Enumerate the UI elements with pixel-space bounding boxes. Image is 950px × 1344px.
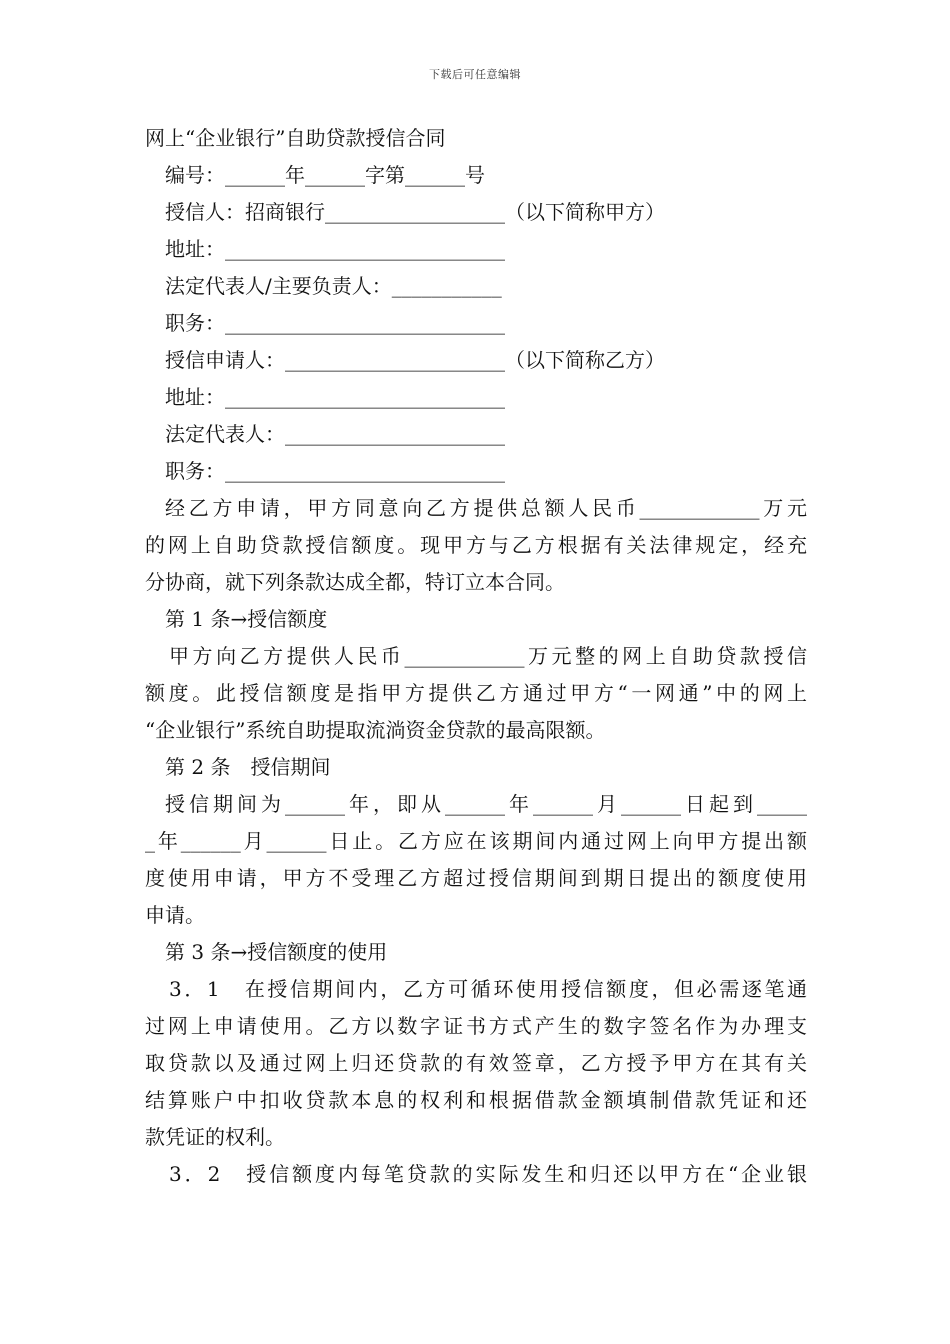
section-2-title: 第 2 条 授信期间 <box>165 755 331 779</box>
header-note: 下载后可任意编辑 <box>429 68 521 81</box>
clause-3-1-line-1: 3．1 在授信期间内，乙方可循环使用授信额度，但必需逐笔通 <box>169 977 807 1001</box>
section-3-title: 第 3 条→授信额度的使用 <box>165 940 388 964</box>
field-applicant-position: 职务：____________________________ <box>165 459 505 483</box>
section-2-line-2: _年______月______日止。乙方应在该期间内通过网上向甲方提出额 <box>145 829 807 853</box>
section-1-line-2: 额度。此授信额度是指甲方提供乙方通过甲方“一网通”中的网上 <box>145 681 807 705</box>
field-grantor-representative: 法定代表人/主要负责人：___________ <box>165 274 502 298</box>
field-grantor-address: 地址：____________________________ <box>165 237 505 261</box>
section-1-line-3: “企业银行”系统自助提取流淌资金贷款的最高限额。 <box>145 718 606 742</box>
section-1-title: 第 1 条→授信额度 <box>165 607 328 631</box>
clause-3-2-line-1: 3．2 授信额度内每笔贷款的实际发生和归还以甲方在“企业银 <box>169 1162 807 1186</box>
clause-3-1-line-2: 过网上申请使用。乙方以数字证书方式产生的数字签名作为办理支 <box>145 1014 807 1038</box>
field-grantor: 授信人：招商银行__________________（以下简称甲方） <box>165 200 665 224</box>
field-contract-number: 编号：______年______字第______号 <box>165 163 485 187</box>
intro-line-1: 经乙方申请，甲方同意向乙方提供总额人民币____________万元 <box>165 496 807 520</box>
section-1-line-1: 甲方向乙方提供人民币____________万元整的网上自助贷款授信 <box>169 644 807 668</box>
field-applicant-representative: 法定代表人：______________________ <box>165 422 505 446</box>
section-2-line-3: 度使用申请，甲方不受理乙方超过授信期间到期日提出的额度使用 <box>145 866 807 890</box>
intro-line-2: 的网上自助贷款授信额度。现甲方与乙方根据有关法律规定，经充 <box>145 533 807 557</box>
clause-3-1-line-3: 取贷款以及通过网上归还贷款的有效签章，乙方授予甲方在其有关 <box>145 1051 807 1075</box>
document-title: 网上“企业银行”自助贷款授信合同 <box>145 126 446 150</box>
contract-document <box>145 120 807 1193</box>
field-applicant-address: 地址：____________________________ <box>165 385 505 409</box>
section-2-line-4: 申请。 <box>145 903 205 927</box>
intro-line-3: 分协商，就下列条款达成全都，特订立本合同。 <box>145 570 565 594</box>
clause-3-1-line-4: 结算账户中扣收贷款本息的权利和根据借款金额填制借款凭证和还 <box>145 1088 807 1112</box>
field-grantor-position: 职务：____________________________ <box>165 311 505 335</box>
field-applicant: 授信申请人：______________________（以下简称乙方） <box>165 348 665 372</box>
section-2-line-1: 授信期间为______年，即从______年______月______日起到_____ <box>165 792 807 816</box>
clause-3-1-line-5: 款凭证的权利。 <box>145 1125 285 1149</box>
